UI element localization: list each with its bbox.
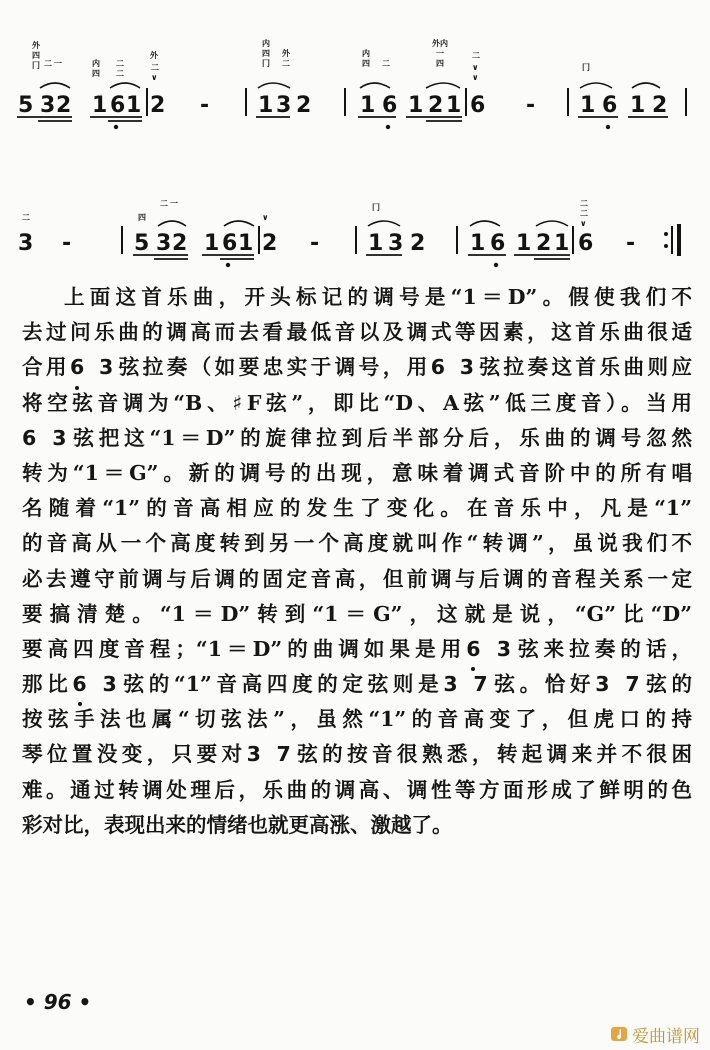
marking: 二	[580, 209, 588, 218]
note: 2	[536, 231, 552, 256]
up-bow-mark: ∨	[151, 73, 158, 82]
marking: 一	[170, 199, 178, 208]
note: 2	[150, 93, 166, 118]
marking: 二	[22, 213, 30, 222]
note: 3	[18, 231, 34, 256]
text-line: 要搞清楚。“1＝D”转到“1＝G”，这就是说，“G”比“D”	[22, 601, 692, 626]
page-number: • 96 •	[24, 990, 92, 1014]
score-row-1	[17, 38, 686, 129]
up-bow-mark: ∨	[262, 213, 269, 222]
note: 5	[18, 93, 34, 118]
marking: 外	[32, 41, 40, 50]
note: 3	[276, 93, 292, 118]
note: 1	[126, 93, 142, 118]
marking: 四	[436, 59, 444, 68]
jianpu-score	[0, 0, 710, 300]
marking: 二	[472, 51, 480, 60]
marking: 冂	[32, 61, 40, 70]
marking: 二	[160, 199, 168, 208]
marking: 二	[116, 69, 124, 78]
text-line: 那比6 3弦的“1”音高四度的定弦则是3 7弦。恰好3 7弦的	[22, 667, 692, 702]
up-bow-mark: ∨	[472, 73, 479, 82]
note: 3	[388, 231, 404, 256]
score-svg	[0, 0, 710, 300]
score-row-2	[18, 199, 679, 267]
note: 1	[238, 231, 254, 256]
text-line: 名随着“1”的音高相应的发生了变化。在音乐中，凡是“1”	[22, 496, 692, 521]
marking: 一	[54, 59, 62, 68]
marking: 冂	[262, 59, 270, 68]
note: -	[200, 93, 210, 118]
note: 6	[110, 93, 126, 118]
marking: 外	[282, 49, 290, 58]
text-line: 要高四度音程；“1＝D”的曲调如果是用6 3弦来拉奏的话，	[22, 632, 692, 667]
marking: 内	[92, 59, 100, 68]
down-bow-mark: 冂	[582, 63, 590, 72]
marking: 四	[32, 51, 40, 60]
up-bow-mark: ∨	[580, 219, 587, 228]
marking: 四	[138, 213, 146, 222]
marking: 二	[151, 63, 159, 72]
text-line: 转为“1＝G”。新的调号的出现，意味着调式音阶中的所有唱	[22, 460, 692, 485]
note: 6	[578, 231, 594, 256]
note: 2	[652, 93, 668, 118]
marking: 二	[44, 59, 52, 68]
marking: 内	[362, 49, 370, 58]
note: 2	[428, 93, 444, 118]
note: 2	[262, 231, 278, 256]
note: 5	[134, 231, 150, 256]
text-line: 按弦手法也属“切弦法”，虽然“1”的音高变了，但虎口的持	[22, 707, 692, 732]
note: -	[626, 231, 636, 256]
note: 1	[470, 231, 486, 256]
text-line: 彩对比，表现出来的情绪也就更高涨、激越了。	[22, 812, 453, 837]
note: 3	[40, 93, 56, 118]
text-line: 将空弦音调为“B、♯F弦”，即比“D、A弦”低三度音）。当用	[22, 390, 692, 415]
note: -	[62, 231, 72, 256]
text-line: 的音高从一个高度转到另一个高度就叫作“转调”，虽说我们不	[22, 531, 692, 556]
marking: 一	[436, 49, 444, 58]
note: 1	[580, 93, 596, 118]
text-line: 6 3弦把这“1＝D”的旋律拉到后半部分后，乐曲的调号忽然	[22, 425, 693, 450]
marking: 二	[116, 59, 124, 68]
note: 6	[382, 93, 398, 118]
note: 2	[296, 93, 312, 118]
marking: 四	[362, 59, 370, 68]
text-line: 上面这首乐曲，开头标记的调号是“1＝D”。假使我们不	[64, 285, 692, 309]
text-line: 合用6 3弦拉奏（如要忠实于调号，用6 3弦拉奏这首乐曲则应	[22, 350, 692, 385]
note: 2	[56, 93, 72, 118]
note: 6	[602, 93, 618, 118]
note: 1	[258, 93, 274, 118]
note: 1	[554, 231, 570, 256]
note: 1	[446, 93, 462, 118]
note: 3	[156, 231, 172, 256]
explanatory-text	[22, 280, 692, 843]
note: -	[310, 231, 320, 256]
note: 1	[630, 93, 646, 118]
note: 6	[222, 231, 238, 256]
note: 1	[368, 231, 384, 256]
note: -	[526, 93, 536, 118]
site-watermark	[610, 1022, 700, 1046]
note: 1	[360, 93, 376, 118]
note: 6	[470, 93, 486, 118]
note: 6	[490, 231, 506, 256]
marking: 二	[282, 59, 290, 68]
marking: 二	[382, 59, 390, 68]
marking: 外内	[432, 39, 448, 48]
note: 2	[172, 231, 188, 256]
music-note-icon	[610, 1025, 628, 1043]
marking: 二	[580, 199, 588, 208]
note: 1	[408, 93, 424, 118]
note: 1	[204, 231, 220, 256]
note: 2	[410, 231, 426, 256]
marking: 外	[150, 51, 158, 60]
marking: 四	[92, 69, 100, 78]
note: 1	[92, 93, 108, 118]
text-line: 必去遵守前调与后调的固定音高，但前调与后调的音程关系一定	[22, 566, 692, 591]
watermark-text: 爱曲谱网	[632, 1026, 700, 1047]
marking: 四	[262, 49, 270, 58]
text-line: 琴位置没变，只要对3 7弦的按音很熟悉，转起调来并不很困	[22, 742, 693, 767]
up-bow-mark: ∨	[472, 63, 479, 72]
marking: 内	[262, 39, 270, 48]
text-line: 去过问乐曲的调高而去看最低音以及调式等因素，这首乐曲很适	[22, 320, 692, 345]
text-line: 难。通过转调处理后，乐曲的调高、调性等方面形成了鲜明的色	[22, 777, 692, 802]
down-bow-mark: 冂	[372, 203, 380, 212]
note: 1	[516, 231, 532, 256]
